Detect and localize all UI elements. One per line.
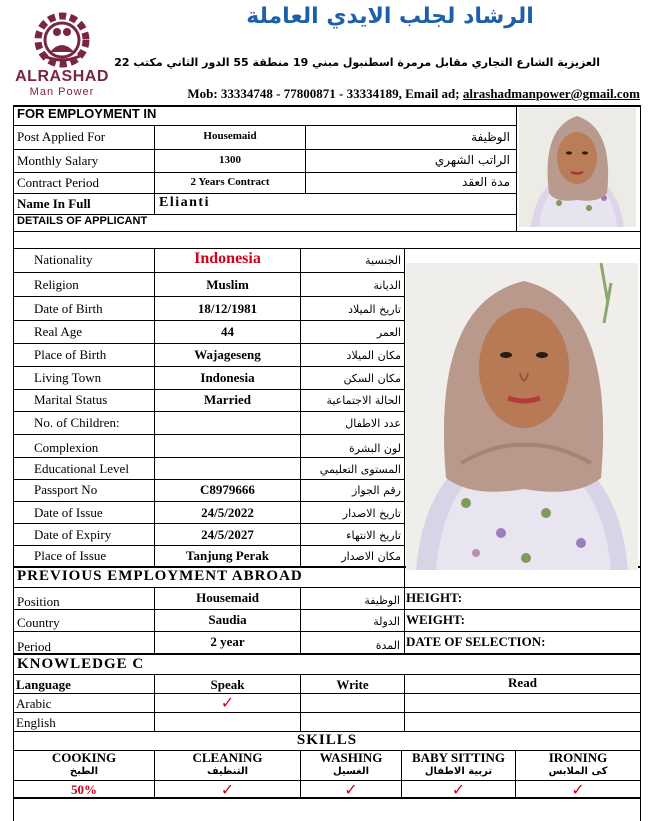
applicant-field-label: Marital Status xyxy=(34,392,108,407)
skill-value: ✓ xyxy=(220,780,235,799)
applicant-field-arabic: تاريخ الانتهاء xyxy=(346,529,401,542)
applicant-field-label: Passport No xyxy=(34,482,98,497)
contract-period-label: Contract Period xyxy=(17,175,99,190)
logo-name: ALRASHAD xyxy=(15,68,109,85)
contract-period-arabic: مدة العقد xyxy=(462,175,510,189)
applicant-field-label: Date of Birth xyxy=(34,301,103,316)
applicant-field-arabic: الحالة الاجتماعية xyxy=(326,394,401,407)
previous-employment-heading: PREVIOUS EMPLOYMENT ABROAD xyxy=(17,568,303,584)
post-applied-arabic: الوظيفة xyxy=(471,130,510,144)
prev-position-arabic: الوظيفة xyxy=(364,594,400,607)
prev-country-arabic: الدولة xyxy=(373,615,400,628)
applicant-field-value: Married xyxy=(204,392,251,407)
full-name-label: Name In Full xyxy=(17,196,91,211)
arabic-speak-check: ✓ xyxy=(220,693,235,712)
skill-arabic: التنظيف xyxy=(206,766,249,777)
applicant-field-value: Wajageseng xyxy=(194,347,261,362)
prev-position-label: Position xyxy=(17,594,60,609)
applicant-field-label: Nationality xyxy=(34,252,93,267)
skill-name: BABY SITTING xyxy=(411,750,506,765)
skill-name: WASHING xyxy=(319,750,383,765)
prev-position-value: Housemaid xyxy=(196,590,259,605)
skill-name: COOKING xyxy=(51,750,117,765)
height-label: HEIGHT: xyxy=(406,590,463,605)
applicant-field-label: No. of Children: xyxy=(34,415,120,430)
applicant-field-arabic: المستوى التعليمي xyxy=(319,463,401,476)
weight-label: WEIGHT: xyxy=(406,612,465,627)
skill-name: CLEANING xyxy=(192,750,263,765)
language-english: English xyxy=(16,715,56,730)
skill-arabic: الغسيل xyxy=(332,766,369,777)
skill-value: 50% xyxy=(71,782,97,797)
monthly-salary-arabic: الراتب الشهري xyxy=(434,153,510,167)
applicant-field-arabic: رقم الجواز xyxy=(352,484,401,497)
applicant-field-arabic: مكان الاصدار xyxy=(341,550,401,563)
applicant-field-arabic: تاريخ الميلاد xyxy=(348,303,401,316)
company-address-arabic: العزيزية الشارع التجاري مقابل مرمرة اسطنبول مبني 19 منطقة 55 الدور الثاني مكتب 22 xyxy=(114,56,600,69)
monthly-salary-value: 1300 xyxy=(219,154,241,166)
applicant-field-value: 44 xyxy=(221,324,234,339)
applicant-field-arabic: الجنسية xyxy=(365,254,401,267)
applicant-field-label: Place of Issue xyxy=(34,548,107,563)
applicant-field-value: Tanjung Perak xyxy=(186,548,269,563)
applicant-field-label: Religion xyxy=(34,277,79,292)
knowledge-heading: KNOWLEDGE C xyxy=(17,656,145,672)
applicant-field-arabic: مكان الميلاد xyxy=(346,349,401,362)
contact-email[interactable]: alrashadmanpower@gmail.com xyxy=(462,86,640,101)
applicant-field-arabic: عدد الاطفال xyxy=(345,417,401,430)
skill-value: ✓ xyxy=(571,780,585,799)
applicant-field-label: Date of Issue xyxy=(34,505,103,520)
applicant-field-value: 18/12/1981 xyxy=(197,301,258,316)
applicant-field-value: Indonesia xyxy=(194,250,261,267)
applicant-field-label: Complexion xyxy=(34,440,99,455)
date-of-selection-label: DATE OF SELECTION: xyxy=(406,634,546,649)
applicant-field-label: Real Age xyxy=(34,324,83,339)
skill-arabic: تربية الاطفال xyxy=(424,766,493,777)
col-language: Language xyxy=(16,677,71,692)
applicant-field-label: Place of Birth xyxy=(34,347,107,362)
company-logo xyxy=(14,10,110,100)
applicant-field-arabic: تاريخ الاصدار xyxy=(342,507,401,520)
col-write: Write xyxy=(336,677,369,692)
logo-gear-icon xyxy=(14,10,110,70)
contact-phones: Mob: 33334748 - 77800871 - 33334189, Email ad; xyxy=(187,86,463,101)
prev-country-value: Saudia xyxy=(208,612,247,627)
applicant-field-label: Educational Level xyxy=(34,461,129,476)
skill-name: IRONING xyxy=(548,750,608,765)
prev-period-label: Period xyxy=(17,639,51,654)
contact-line xyxy=(128,86,640,102)
prev-country-label: Country xyxy=(17,615,60,630)
applicant-field-value: 24/5/2022 xyxy=(201,505,254,520)
skill-arabic: كى الملابس xyxy=(548,766,608,777)
applicant-field-value: Indonesia xyxy=(200,370,255,385)
skills-heading: SKILLS xyxy=(296,732,358,748)
applicant-field-arabic: العمر xyxy=(376,326,401,339)
post-applied-label: Post Applied For xyxy=(17,129,106,144)
applicant-heading: DETAILS OF APPLICANT xyxy=(17,215,148,227)
skill-value: ✓ xyxy=(451,780,466,799)
applicant-field-arabic: الديانة xyxy=(373,279,401,292)
applicant-field-arabic: لون البشرة xyxy=(349,442,401,455)
col-read: Read xyxy=(508,675,537,690)
logo-subtitle: Man Power xyxy=(29,86,95,98)
applicant-field-value: C8979666 xyxy=(200,482,255,497)
full-name-value: Elianti xyxy=(159,195,210,210)
applicant-field-value: Muslim xyxy=(206,277,249,292)
monthly-salary-label: Monthly Salary xyxy=(17,153,99,168)
skill-value: ✓ xyxy=(344,780,358,799)
contract-period-value: 2 Years Contract xyxy=(190,176,270,188)
employment-heading: FOR EMPLOYMENT IN xyxy=(17,106,157,121)
applicant-field-label: Living Town xyxy=(34,370,102,385)
post-applied-value: Housemaid xyxy=(203,130,257,142)
language-arabic: Arabic xyxy=(16,696,52,711)
col-speak: Speak xyxy=(210,677,245,692)
prev-period-value: 2 year xyxy=(210,634,245,649)
applicant-field-value: 24/5/2027 xyxy=(201,527,254,542)
company-title-arabic: الرشاد لجلب الايدي العاملة xyxy=(246,4,534,29)
applicant-field-label: Date of Expiry xyxy=(34,527,112,542)
applicant-field-arabic: مكان السكن xyxy=(343,372,401,385)
skill-arabic: الطبخ xyxy=(69,766,99,777)
applicant-photo-large xyxy=(406,263,638,570)
applicant-photo-small xyxy=(519,108,636,227)
prev-period-arabic: المدة xyxy=(375,639,400,652)
